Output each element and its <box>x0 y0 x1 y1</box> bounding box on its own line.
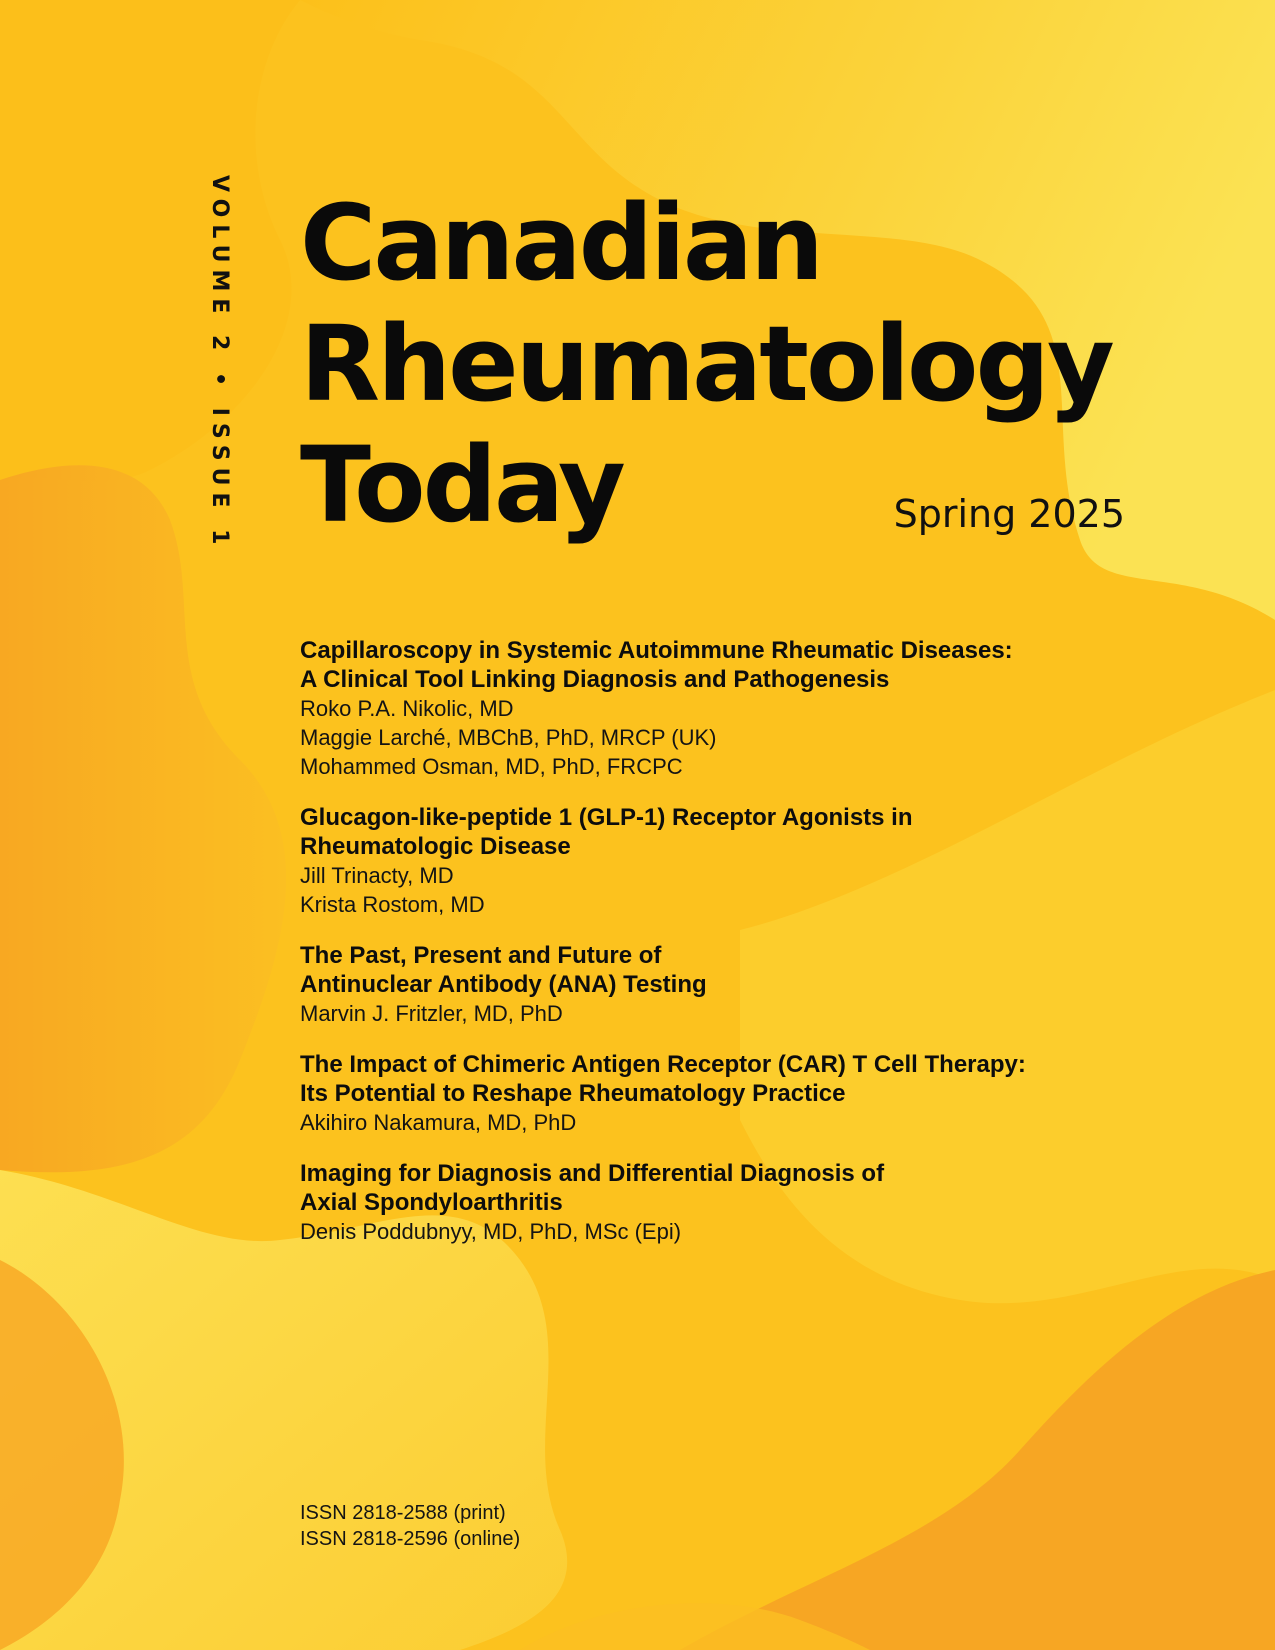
article-author: Jill Trinacty, MD <box>300 863 454 888</box>
article-title <box>300 1050 1180 1108</box>
article-item <box>300 636 1180 781</box>
article-title <box>300 1159 1180 1217</box>
article-title-line: Antinuclear Antibody (ANA) Testing <box>300 971 707 998</box>
article-item <box>300 941 1180 1028</box>
article-item <box>300 803 1180 919</box>
article-author: Mohammed Osman, MD, PhD, FRCPC <box>300 754 683 779</box>
issue-season: Spring 2025 <box>893 492 1125 536</box>
article-author: Maggie Larché, MBChB, PhD, MRCP (UK) <box>300 725 717 750</box>
article-title-line: Glucagon-like-peptide 1 (GLP-1) Receptor Agonists in <box>300 804 913 831</box>
journal-title-line: Canadian <box>300 182 822 304</box>
article-title <box>300 636 1180 694</box>
article-title-line: The Past, Present and Future of <box>300 942 662 969</box>
article-title-line: Imaging for Diagnosis and Differential Diagnosis of <box>300 1160 885 1187</box>
issn-online: ISSN 2818-2596 (online) <box>300 1528 521 1550</box>
article-item <box>300 1159 1180 1246</box>
article-author: Akihiro Nakamura, MD, PhD <box>300 1110 577 1135</box>
article-title-line: Capillaroscopy in Systemic Autoimmune Rheumatic Diseases: <box>300 637 1013 664</box>
article-author: Roko P.A. Nikolic, MD <box>300 696 514 721</box>
article-item <box>300 1050 1180 1137</box>
issn-print: ISSN 2818-2588 (print) <box>300 1502 506 1524</box>
article-title-line: Axial Spondyloarthritis <box>300 1189 563 1216</box>
article-author: Krista Rostom, MD <box>300 892 485 917</box>
journal-title-line: Rheumatology <box>300 303 1112 425</box>
journal-title-line: Today <box>300 424 623 546</box>
article-title <box>300 803 1180 861</box>
issn-block <box>300 1500 520 1552</box>
article-title-line: Its Potential to Reshape Rheumatology Practice <box>300 1080 846 1107</box>
article-title-line: Rheumatologic Disease <box>300 833 571 860</box>
article-title-line: The Impact of Chimeric Antigen Receptor (CAR) T Cell Therapy: <box>300 1051 1026 1078</box>
volume-issue-label: VOLUME 2 • ISSUE 1 <box>207 175 232 552</box>
article-title <box>300 941 1180 999</box>
article-list <box>300 636 1180 1268</box>
article-title-line: A Clinical Tool Linking Diagnosis and Pathogenesis <box>300 666 890 693</box>
article-author: Denis Poddubnyy, MD, PhD, MSc (Epi) <box>300 1219 682 1244</box>
article-author: Marvin J. Fritzler, MD, PhD <box>300 1001 563 1026</box>
